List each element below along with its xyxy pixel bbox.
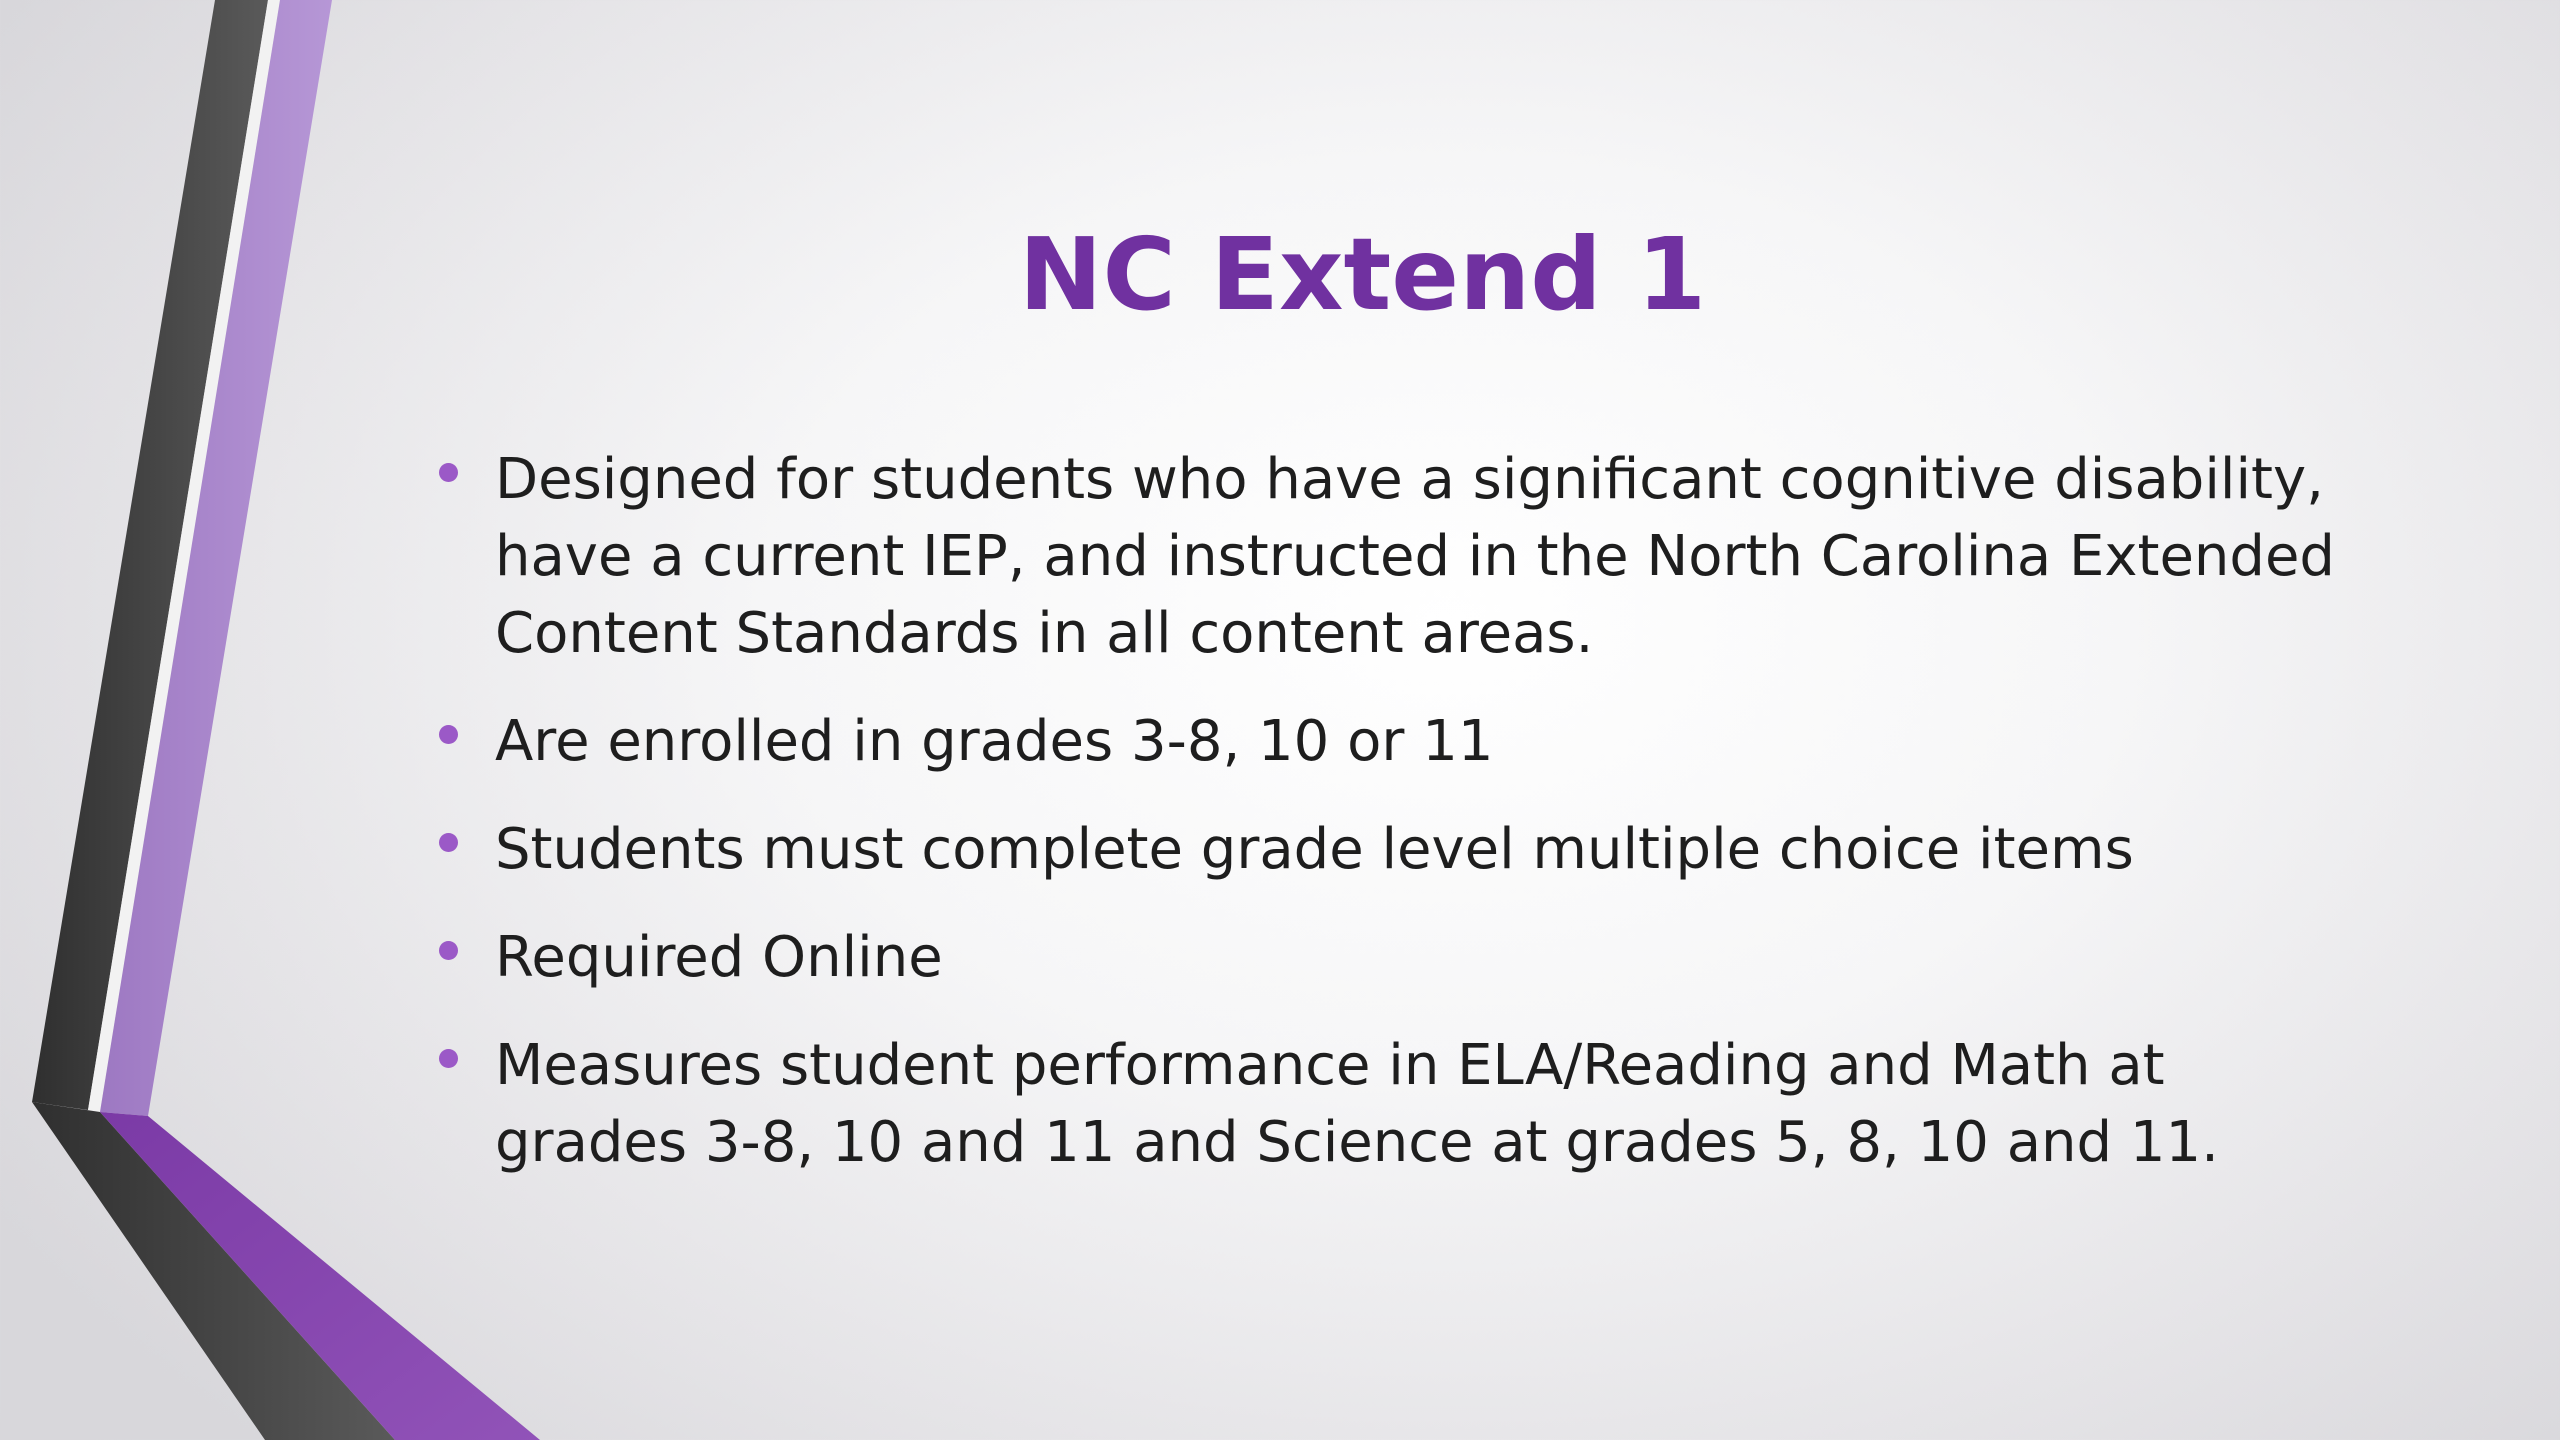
bullet-item: [495, 441, 2365, 672]
bullet-text: Students must complete grade level multiple choice items: [495, 817, 2134, 882]
slide-title: NC Extend 1: [1018, 216, 1707, 333]
bullet-item: [495, 811, 2365, 888]
bullet-text: Measures student performance in ELA/Reading and Math at grades 3-8, 10 and 11 and Science at grades 5, 8, 10 and 11.: [495, 1033, 2219, 1175]
bullet-text: Designed for students who have a significant cognitive disability, have a current IEP, and instructed in the North Carolina Extended Content Standards in all content areas.: [495, 447, 2335, 666]
bullet-dot-icon: [439, 1049, 458, 1068]
bullet-text: Are enrolled in grades 3-8, 10 or 11: [495, 709, 1494, 774]
bullet-item: [495, 1027, 2365, 1181]
bullet-dot-icon: [439, 463, 458, 482]
bullet-dot-icon: [439, 833, 458, 852]
bullet-text: Required Online: [495, 925, 943, 990]
bullet-dot-icon: [439, 941, 458, 960]
white-separator-stripe: [88, 0, 280, 1112]
dark-diagonal-stripe: [32, 1102, 395, 1440]
bullet-item: [495, 703, 2365, 780]
bullet-dot-icon: [439, 725, 458, 744]
bullet-item: [495, 919, 2365, 996]
bullet-list: [495, 441, 2365, 1212]
